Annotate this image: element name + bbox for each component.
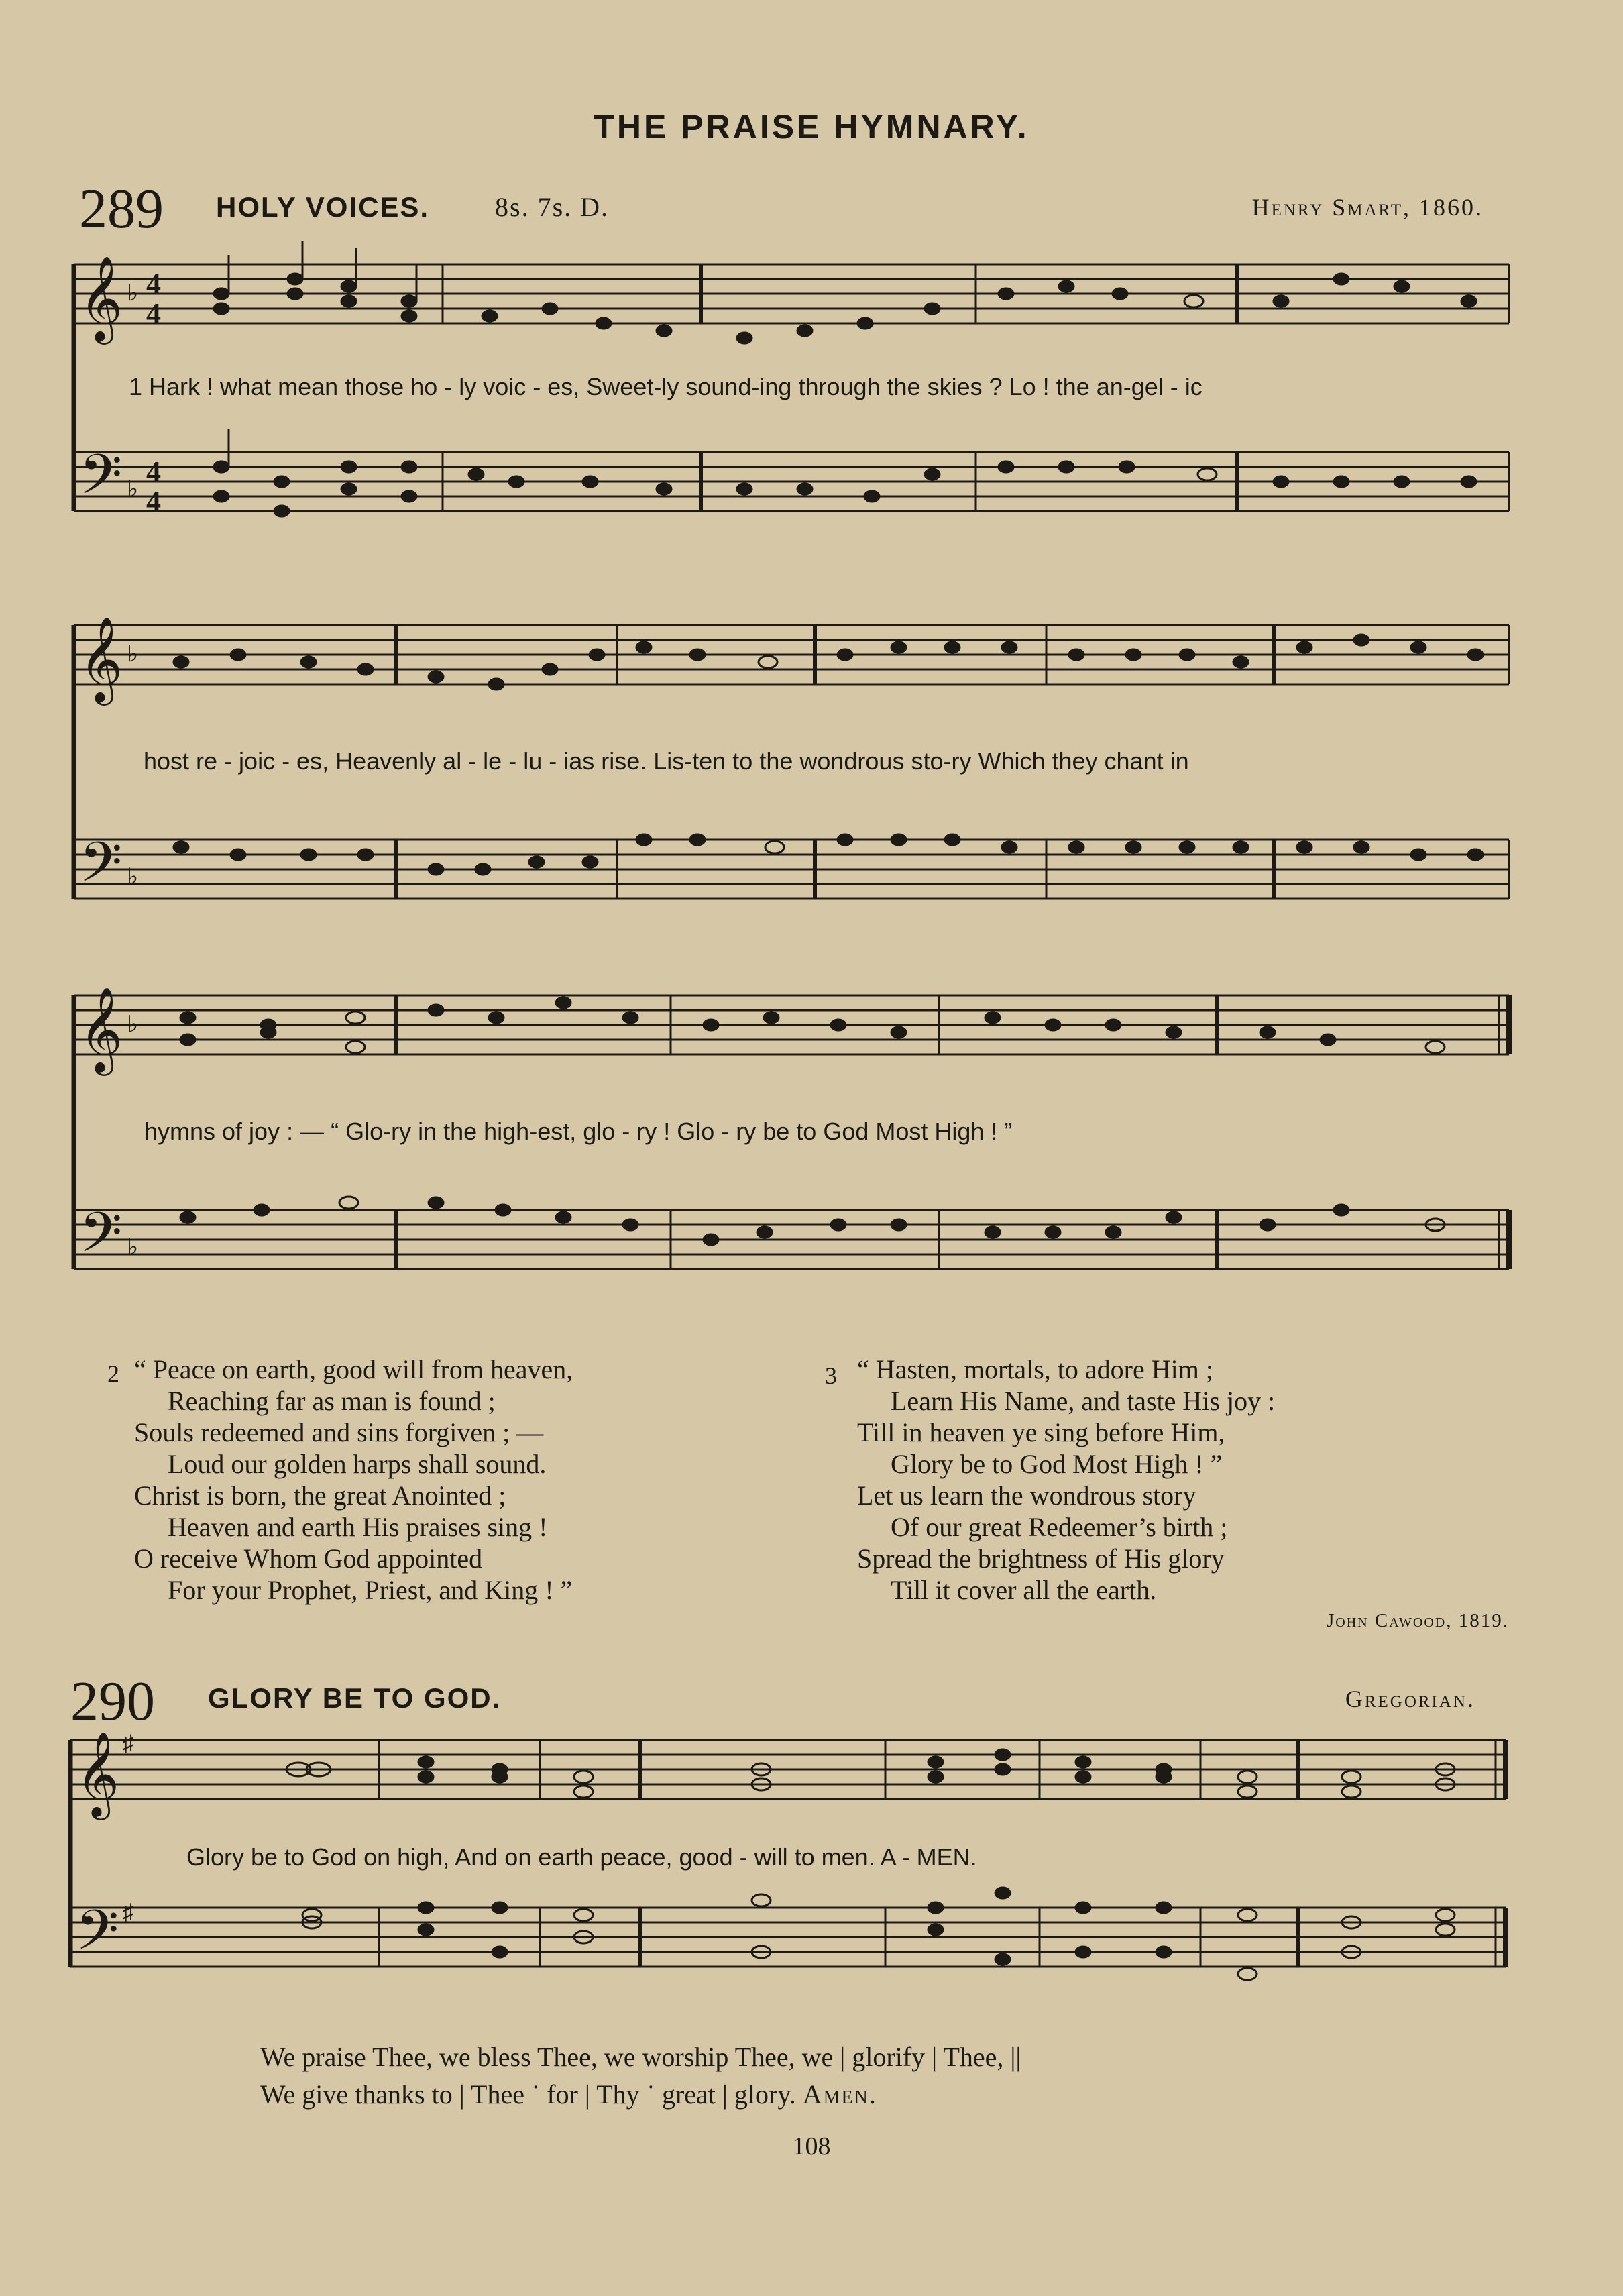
verse-3-number: 3 xyxy=(825,1362,837,1389)
chant-line-2 xyxy=(260,2077,877,2113)
hymn-289-meter: 8s. 7s. D. xyxy=(495,192,610,222)
svg-text:𝄢: 𝄢 xyxy=(76,1898,119,1976)
svg-text:♭: ♭ xyxy=(127,865,139,889)
hymn-290-lyrics: Glory be to God on high, And on earth peace, good - will to men. A - MEN. xyxy=(186,1843,977,1871)
page-number: 108 xyxy=(792,2132,831,2161)
chant-line-1: We praise Thee, we bless Thee, we worship Thee, we | glorify | Thee, || xyxy=(260,2042,1021,2072)
svg-text:4: 4 xyxy=(146,485,161,518)
verse-line: For your Prophet, Priest, and King ! ” xyxy=(168,1575,573,1605)
verse-line: “ Peace on earth, good will from heaven, xyxy=(134,1354,573,1384)
verse-line: Heaven and earth His praises sing ! xyxy=(168,1512,548,1542)
svg-text:♭: ♭ xyxy=(127,477,139,502)
verse-line: Souls redeemed and sins forgiven ; — xyxy=(134,1417,544,1447)
chant-line-2-text: We give thanks to | Thee ˙ for | Thy ˙ great | glory. xyxy=(260,2079,796,2110)
svg-text:𝄢: 𝄢 xyxy=(79,442,123,521)
hymn-289-lyrics-line-2: host re - joic - es, Heavenly al - le - lu - ias rise. Lis-ten to the wondrous sto-ry Which they chant in xyxy=(144,747,1189,775)
svg-text:4: 4 xyxy=(146,268,161,300)
svg-text:♯: ♯ xyxy=(123,1731,134,1756)
svg-text:𝄞: 𝄞 xyxy=(79,255,123,341)
verse-line: Glory be to God Most High ! ” xyxy=(891,1449,1223,1479)
svg-text:4: 4 xyxy=(146,455,161,488)
svg-text:♭: ♭ xyxy=(127,281,139,306)
svg-text:𝄞: 𝄞 xyxy=(79,986,123,1072)
verse-line: Learn His Name, and taste His joy : xyxy=(891,1386,1276,1416)
chant-amen: Amen. xyxy=(802,2079,877,2110)
hymn-289-lyrics-line-3: hymns of joy : — “ Glo-ry in the high-est, glo - ry ! Glo - ry be to God Most High ! ” xyxy=(144,1117,1013,1145)
verse-3 xyxy=(857,1354,1275,1606)
svg-text:𝄞: 𝄞 xyxy=(79,616,123,702)
svg-text:♯: ♯ xyxy=(123,1900,134,1925)
verse-line: Christ is born, the great Anointed ; xyxy=(134,1480,506,1511)
hymn-290-title: GLORY BE TO GOD. xyxy=(208,1682,502,1714)
svg-text:♭: ♭ xyxy=(127,642,139,667)
verse-line: O receive Whom God appointed xyxy=(134,1543,483,1574)
svg-text:♭: ♭ xyxy=(127,1012,139,1037)
verse-line: Spread the brightness of His glory xyxy=(857,1543,1225,1574)
svg-text:𝄢: 𝄢 xyxy=(79,830,123,908)
verse-2 xyxy=(134,1354,573,1606)
svg-text:4: 4 xyxy=(146,297,161,330)
verse-line: Of our great Redeemer’s birth ; xyxy=(891,1512,1228,1542)
verse-line: Till it cover all the earth. xyxy=(891,1575,1157,1605)
hymn-289-author: John Cawood, 1819. xyxy=(1326,1610,1509,1631)
verse-line: Loud our golden harps shall sound. xyxy=(168,1449,547,1479)
hymn-289-number: 289 xyxy=(79,178,164,240)
verse-line: Till in heaven ye sing before Him, xyxy=(857,1417,1225,1447)
svg-text:𝄢: 𝄢 xyxy=(79,1200,123,1278)
svg-text:𝄞: 𝄞 xyxy=(76,1731,120,1816)
verse-2-number: 2 xyxy=(107,1360,119,1387)
score-system-1 xyxy=(67,255,1516,550)
verse-line: Reaching far as man is found ; xyxy=(168,1386,496,1416)
hymn-289-title: HOLY VOICES. xyxy=(216,191,430,223)
running-head: THE PRAISE HYMNARY. xyxy=(594,108,1029,146)
hymn-290-number: 290 xyxy=(70,1670,155,1733)
hymn-289-composer: Henry Smart, 1860. xyxy=(1251,194,1484,221)
verse-line: “ Hasten, mortals, to adore Him ; xyxy=(857,1354,1213,1384)
hymn-290-composer: Gregorian. xyxy=(1345,1686,1475,1712)
verse-line: Let us learn the wondrous story xyxy=(857,1480,1196,1511)
hymn-289-lyrics-line-1: 1 Hark ! what mean those ho - ly voic - es, Sweet-ly sound-ing through the skies ? Lo ! the an-gel - ic xyxy=(129,373,1202,400)
svg-text:♭: ♭ xyxy=(127,1235,139,1260)
